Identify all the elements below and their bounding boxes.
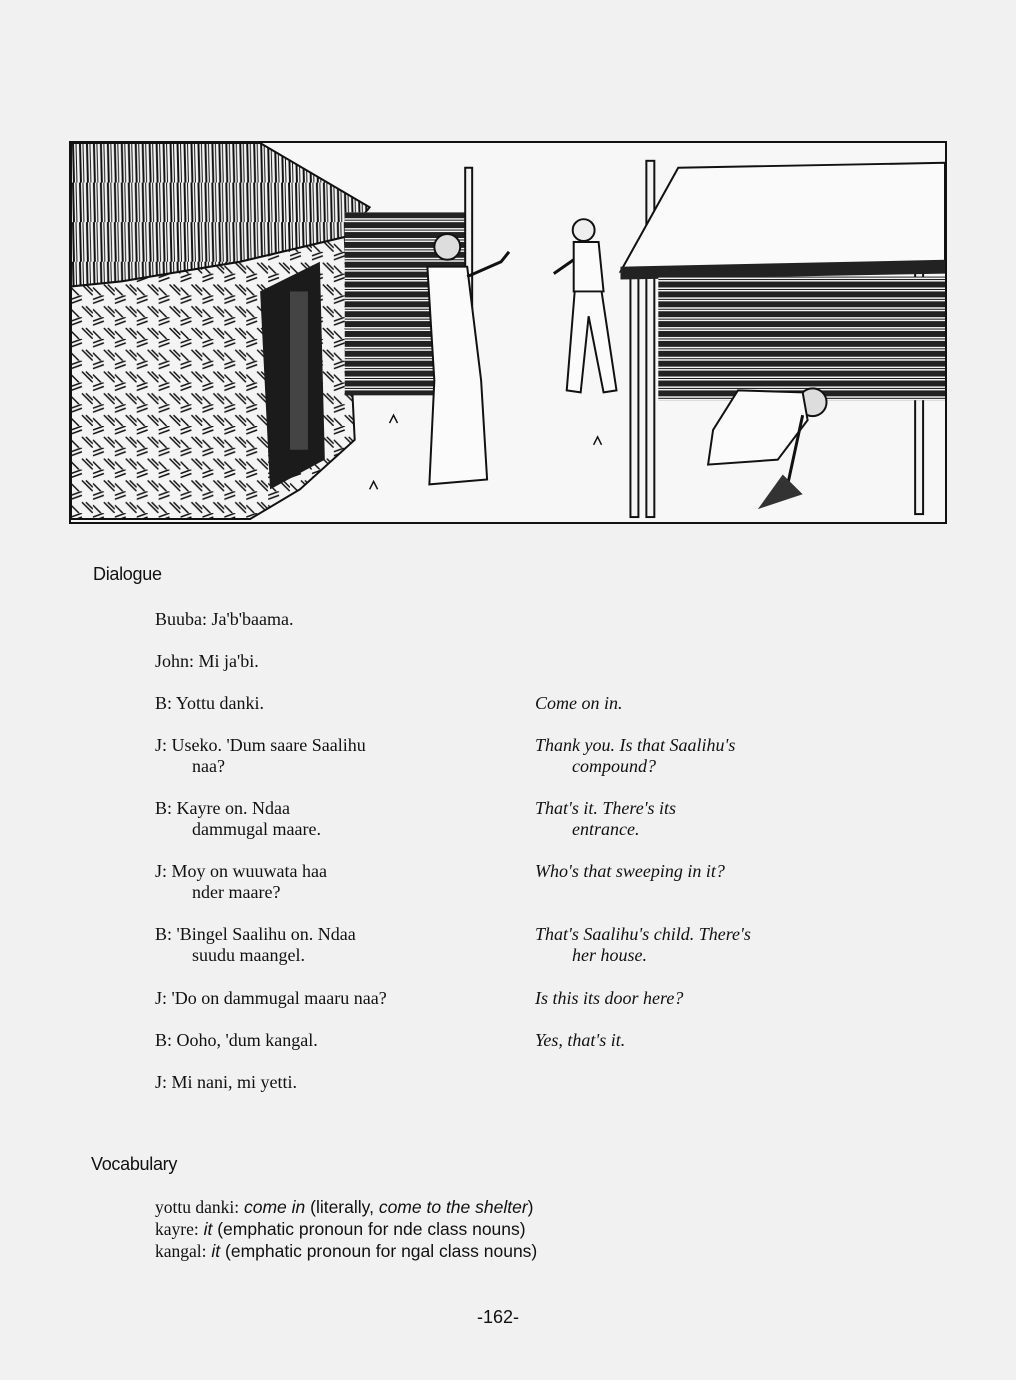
speaker: B: xyxy=(155,693,173,713)
fula-text xyxy=(155,1030,515,1051)
fula-text xyxy=(155,861,515,903)
fula-continuation: dammugal maare. xyxy=(192,819,321,839)
speaker: B: xyxy=(155,1030,173,1050)
fula-text xyxy=(155,988,515,1009)
dialogue-line xyxy=(155,1072,975,1116)
fula-utterance: Mi ja'bi. xyxy=(198,651,259,671)
dialogue-line xyxy=(155,609,975,653)
vocab-gloss-end: ) xyxy=(527,1197,534,1217)
speaker: J: xyxy=(155,988,168,1008)
english-translation: That's it. There's its xyxy=(535,798,677,818)
english-text xyxy=(535,693,835,714)
dialogue-heading: Dialogue xyxy=(93,564,162,584)
vocab-term: kayre: xyxy=(155,1219,199,1239)
vocabulary-entry xyxy=(155,1196,537,1218)
fula-continuation: nder maare? xyxy=(192,882,281,902)
dialogue-line xyxy=(155,651,975,695)
fula-text xyxy=(155,798,515,840)
english-translation: Yes, that's it. xyxy=(535,1030,626,1050)
speaker: B: xyxy=(155,924,173,944)
vocab-gloss-italic: it xyxy=(211,1241,221,1261)
english-translation: That's Saalihu's child. There's xyxy=(535,924,751,944)
dialogue-line xyxy=(155,1030,975,1074)
dialogue-line xyxy=(155,735,975,779)
fula-utterance: 'Bingel Saalihu on. Ndaa xyxy=(176,924,356,944)
vocabulary-list xyxy=(155,1196,537,1262)
fula-text xyxy=(155,735,515,777)
speaker: B: xyxy=(155,798,173,818)
vocab-gloss-italic: come in xyxy=(243,1197,306,1217)
fula-text xyxy=(155,1072,515,1093)
vocab-gloss: (emphatic pronoun for nde class nouns) xyxy=(212,1219,526,1239)
vocab-gloss: (emphatic pronoun for ngal class nouns) xyxy=(220,1241,538,1261)
fula-text xyxy=(155,609,515,630)
speaker: J: xyxy=(155,861,168,881)
village-compound-illustration xyxy=(69,141,947,524)
speaker: Buuba: xyxy=(155,609,207,629)
english-text xyxy=(535,924,835,966)
english-text xyxy=(535,798,835,840)
vocab-term: kangal: xyxy=(155,1241,207,1261)
english-translation: Come on in. xyxy=(535,693,623,713)
english-text xyxy=(535,1030,835,1051)
vocabulary-heading: Vocabulary xyxy=(91,1154,178,1174)
fula-utterance: Ja'b'baama. xyxy=(211,609,294,629)
english-text xyxy=(535,861,835,882)
dialogue-line xyxy=(155,861,975,905)
fula-text xyxy=(155,924,515,966)
dialogue-line xyxy=(155,988,975,1032)
vocab-gloss-italic: it xyxy=(203,1219,213,1239)
fula-utterance: Ooho, 'dum kangal. xyxy=(176,1030,318,1050)
dialogue-line xyxy=(155,924,975,968)
english-continuation: entrance. xyxy=(572,819,640,839)
vocabulary-entry xyxy=(155,1240,537,1262)
fula-text xyxy=(155,651,515,672)
vocabulary-entry xyxy=(155,1218,537,1240)
fula-text xyxy=(155,693,515,714)
village-compound-illustration-icon xyxy=(71,143,945,522)
vocab-gloss-italic-2: come to the shelter xyxy=(378,1197,528,1217)
english-text xyxy=(535,735,835,777)
fula-utterance: Yottu danki. xyxy=(175,693,265,713)
english-continuation: her house. xyxy=(572,945,647,965)
english-translation: Thank you. Is that Saalihu's xyxy=(535,735,736,755)
fula-utterance: Kayre on. Ndaa xyxy=(176,798,290,818)
english-translation: Is this its door here? xyxy=(535,988,684,1008)
fula-utterance: Moy on wuuwata haa xyxy=(171,861,327,881)
fula-continuation: naa? xyxy=(192,756,225,776)
fula-utterance: Mi nani, mi yetti. xyxy=(171,1072,298,1092)
vocab-term: yottu danki: xyxy=(155,1197,240,1217)
dialogue-line xyxy=(155,798,975,842)
fula-utterance: 'Do on dammugal maaru naa? xyxy=(171,988,387,1008)
fula-continuation: suudu maangel. xyxy=(192,945,305,965)
speaker: J: xyxy=(155,1072,168,1092)
dialogue-line xyxy=(155,693,975,737)
english-text xyxy=(535,988,835,1009)
speaker: John: xyxy=(155,651,195,671)
page-number: -162- xyxy=(477,1307,520,1327)
vocab-gloss: (literally, xyxy=(305,1197,379,1217)
fula-utterance: Useko. 'Dum saare Saalihu xyxy=(171,735,366,755)
speaker: J: xyxy=(155,735,168,755)
english-translation: Who's that sweeping in it? xyxy=(535,861,725,881)
english-continuation: compound? xyxy=(572,756,656,776)
